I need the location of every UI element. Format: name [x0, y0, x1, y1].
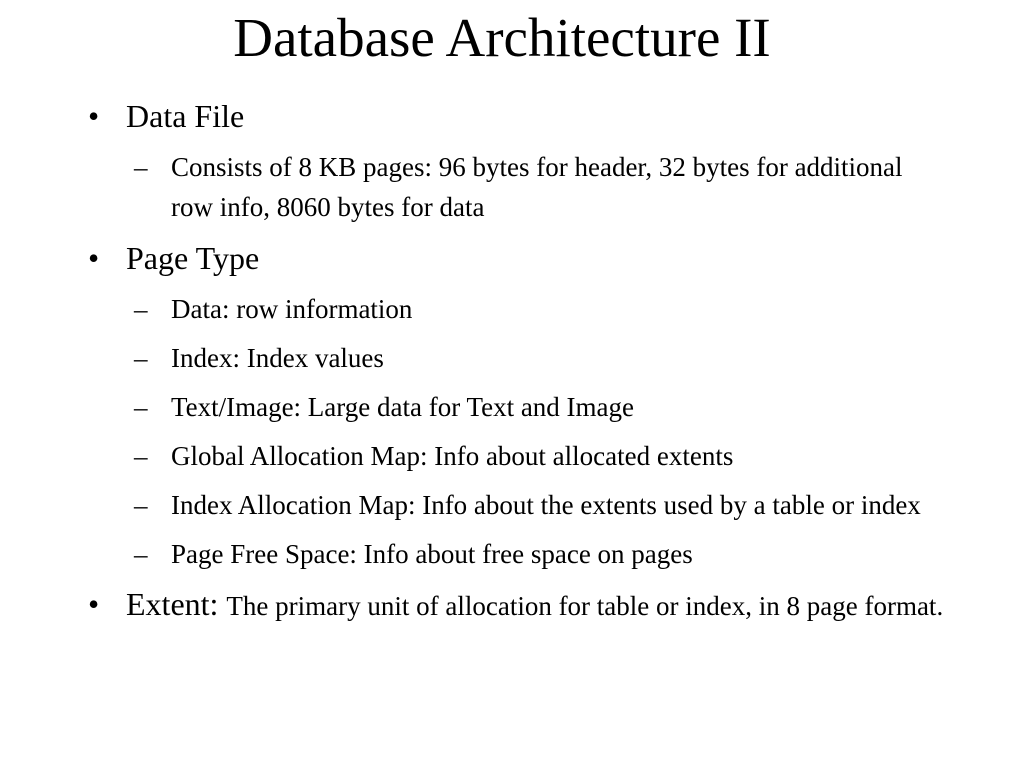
sub-item-text: Global Allocation Map: Info about allocated extents: [171, 441, 734, 471]
bullet-icon: •: [88, 586, 100, 622]
dash-icon: –: [134, 343, 148, 373]
sub-item: [134, 387, 948, 427]
bullet-label: Page Type: [126, 240, 260, 276]
dash-icon: –: [134, 392, 148, 422]
dash-icon: –: [134, 294, 148, 324]
sub-item: [134, 534, 948, 574]
sub-list: [134, 147, 948, 227]
bullet-page-type: [88, 236, 948, 574]
dash-icon: –: [134, 490, 148, 520]
bullet-text: The primary unit of allocation for table or index, in 8 page format.: [226, 591, 944, 621]
sub-item-text: Page Free Space: Info about free space on pages: [171, 539, 693, 569]
bullet-data-file: [88, 94, 948, 227]
dash-icon: –: [134, 441, 148, 471]
slide-title: Database Architecture II: [233, 7, 771, 68]
bullet-icon: •: [88, 98, 100, 134]
dash-icon: –: [134, 152, 148, 182]
sub-item: [134, 338, 948, 378]
sub-item: [134, 289, 948, 329]
bullet-list: [88, 94, 948, 627]
sub-item-text: Consists of 8 KB pages: 96 bytes for header, 32 bytes for additional row info, 8060 bytes for data: [171, 152, 903, 222]
dash-icon: –: [134, 539, 148, 569]
bullet-label: Extent:: [126, 586, 219, 622]
bullet-extent: [88, 583, 948, 627]
sub-item: [134, 147, 948, 227]
sub-list: [134, 289, 948, 574]
sub-item-text: Text/Image: Large data for Text and Image: [171, 392, 635, 422]
sub-item-text: Index: Index values: [171, 343, 384, 373]
sub-item-text: Data: row information: [171, 294, 413, 324]
sub-item-text: Index Allocation Map: Info about the extents used by a table or index: [171, 490, 921, 520]
bullet-icon: •: [88, 240, 100, 276]
bullet-label: Data File: [126, 98, 245, 134]
sub-item: [134, 485, 948, 525]
sub-item: [134, 436, 948, 476]
